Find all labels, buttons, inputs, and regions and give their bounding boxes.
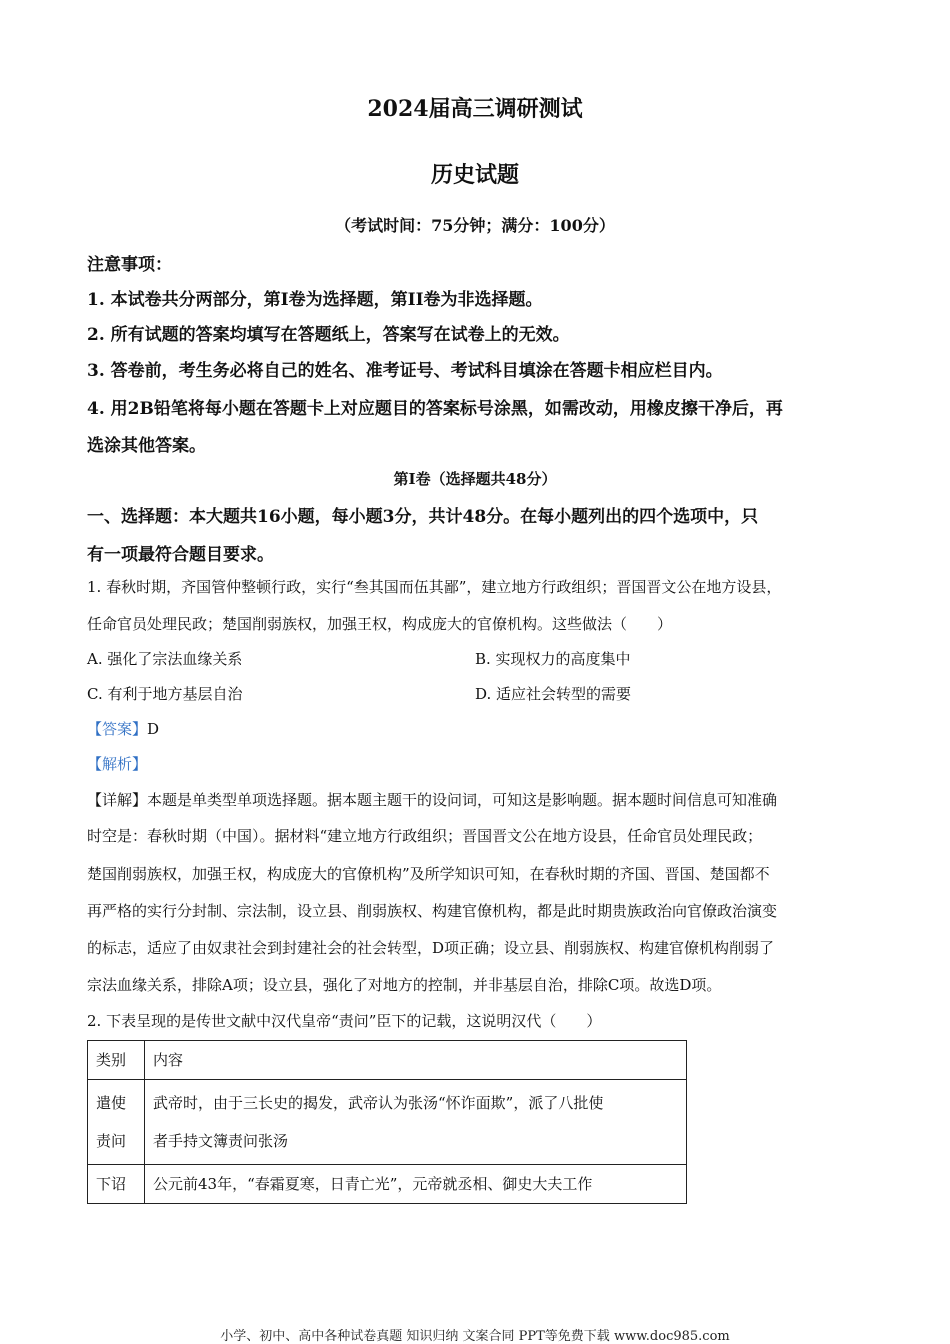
cell-line: 遣使 <box>96 1094 127 1112</box>
q1-detail-line: 再严格的实行分封制、宗法制，设立县、削弱族权、构建官僚机构，都是此时期贵族政治向官僚政治演变 <box>87 902 778 920</box>
q1-detail-line: 宗法血缘关系，排除A项；设立县，强化了对地方的控制，并非基层自治，排除C项。故选D项。 <box>87 976 722 994</box>
table-header-row <box>88 1041 687 1080</box>
exam-info: （考试时间：75分钟；满分：100分） <box>335 216 615 235</box>
part1-heading: 第I卷（选择题共48分） <box>393 470 557 488</box>
notice-item: 2. 所有试题的答案均填写在答题纸上，答案写在试卷上的无效。 <box>87 325 570 345</box>
table-header-category: 类别 <box>88 1041 145 1080</box>
analysis-label: 【解析】 <box>87 755 148 773</box>
notice-item: 1. 本试卷共分两部分，第I卷为选择题，第II卷为非选择题。 <box>87 290 543 310</box>
table-row <box>88 1080 687 1165</box>
notice-item: 3. 答卷前，考生务必将自己的姓名、准考证号、考试科目填涂在答题卡相应栏目内。 <box>87 361 723 381</box>
q1-option-b: B. 实现权力的高度集中 <box>475 650 631 668</box>
cell-line: 下诏 <box>96 1175 127 1193</box>
q1-stem: 任命官员处理民政；楚国削弱族权，加强王权，构成庞大的官僚机构。这些做法（ ） <box>87 615 673 633</box>
table-cell-category <box>88 1080 145 1165</box>
section-instruction: 有一项最符合题目要求。 <box>87 545 274 565</box>
q1-answer <box>87 718 159 739</box>
q2-table <box>87 1040 687 1204</box>
table-row <box>88 1165 687 1204</box>
q1-option-d: D. 适应社会转型的需要 <box>475 685 632 703</box>
q1-option-a: A. 强化了宗法血缘关系 <box>87 650 243 668</box>
page-footer: 小学、初中、高中各种试卷真题 知识归纳 文案合同 PPT等免费下载 www.doc985.com <box>220 1329 730 1344</box>
notice-heading: 注意事项： <box>87 255 172 275</box>
table-header-content: 内容 <box>145 1041 687 1080</box>
cell-line: 公元前43年，“春霜夏寒，日青亡光”，元帝就丞相、御史大夫工作 <box>153 1175 593 1193</box>
q2-stem: 2. 下表呈现的是传世文献中汉代皇帝“责问”臣下的记载，这说明汉代（ ） <box>87 1012 602 1030</box>
section-instruction: 一、选择题：本大题共16小题，每小题3分，共计48分。在每小题列出的四个选项中，只 <box>87 507 759 527</box>
q1-detail-line: 楚国削弱族权，加强王权，构成庞大的官僚机构”及所学知识可知，在春秋时期的齐国、晋国、楚国都不 <box>87 865 770 883</box>
page-title: 2024届高三调研测试 <box>367 96 583 122</box>
table-cell-content <box>145 1080 687 1165</box>
q1-detail-line: 时空是：春秋时期（中国）。据材料“建立地方行政组织；晋国晋文公在地方设县，任命官员处理民政； <box>87 827 763 845</box>
q1-stem: 1. 春秋时期，齐国管仲整顿行政，实行“叁其国而伍其鄙”，建立地方行政组织；晋国晋文公在地方设县， <box>87 578 782 596</box>
subject-title: 历史试题 <box>430 162 519 188</box>
q1-option-c: C. 有利于地方基层自治 <box>87 685 243 703</box>
notice-item: 选涂其他答案。 <box>87 436 206 456</box>
cell-line: 者手持文簿责问张汤 <box>153 1132 289 1150</box>
cell-line: 责问 <box>96 1132 127 1150</box>
table-cell-category <box>88 1165 145 1204</box>
q1-detail-line: 的标志，适应了由奴隶社会到封建社会的社会转型，D项正确；设立县、削弱族权、构建官僚机构削弱了 <box>87 939 775 957</box>
answer-value: D <box>147 720 160 738</box>
answer-label: 【答案】 <box>87 720 148 738</box>
notice-item: 4. 用2B铅笔将每小题在答题卡上对应题目的答案标号涂黑，如需改动，用橡皮擦干净后，再 <box>87 399 783 419</box>
cell-line: 武帝时，由于三长史的揭发，武帝认为张汤“怀诈面欺”，派了八批使 <box>153 1094 604 1112</box>
table-cell-content <box>145 1165 687 1204</box>
q1-detail-line: 【详解】本题是单类型单项选择题。据本题主题干的设问词，可知这是影响题。据本题时间信息可知准确 <box>87 791 778 809</box>
